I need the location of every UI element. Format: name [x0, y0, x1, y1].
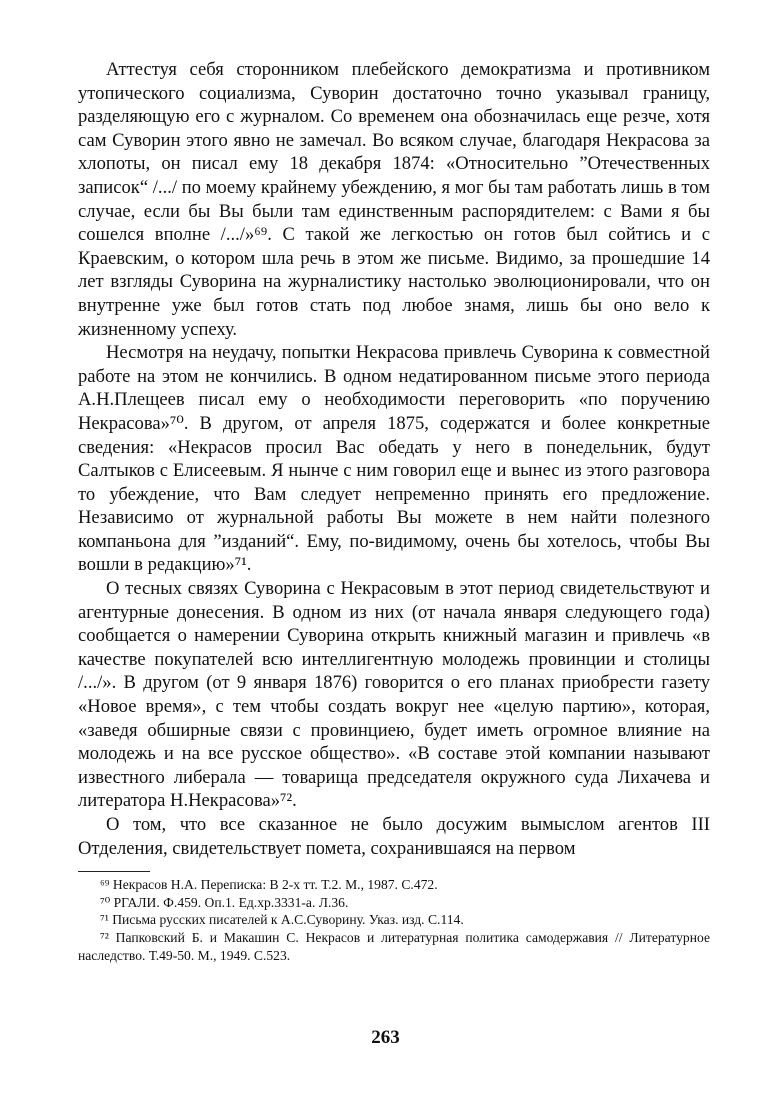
footnote-72: ⁷² Папковский Б. и Макашин С. Некрасов и литературная политика самодержавия // Литературное наследство. Т.49-50. М., 1949. С.523.	[78, 929, 710, 963]
paragraph-1: Аттестуя себя сторонником плебейского демократизма и противником утопического социализма, Суворин достаточно точно указывал границу, разделяющую его с журналом. Со временем она обозначилась еще резче, хотя сам Суворин этого явно не замечал. Во всяком случае, благодаря Некрасова за хлопоты, он писал ему 18 декабря 1874: «Относительно ”Отечественных записок“ /.../ по моему крайнему убеждению, я мог бы там работать лишь в том случае, если бы Вы были там единственным распорядителем: с Вами я бы сошелся вполне /.../»⁶⁹. С такой же легкостью он готов был сойтись и с Краевским, о котором шла речь в этом же письме. Видимо, за прошедшие 14 лет взгляды Суворина на журналистику настолько эволюционировали, что он внутренне уже был готов стать под любое знамя, лишь бы оно вело к жизненному успеху.	[78, 59, 710, 340]
footnote-71: ⁷¹ Письма русских писателей к А.С.Суворину. Указ. изд. С.114.	[100, 912, 464, 928]
paragraph-3: О тесных связях Суворина с Некрасовым в этот период свидетельствуют и агентурные донесения. В одном из них (от начала января следующего года) сообщается о намерении Суворина открыть книжный магазин и привлечь «в качестве покупателей всю интеллигентную молодежь провинции и столицы /.../». В другом (от 9 января 1876) говорится о его планах приобрести газету «Новое время», с тем чтобы создать вокруг нее «целую партию», которая, «заведя обширные связи с провинциею, будет иметь огромное влияние на молодежь и на все русское общество». «В составе этой компании называют известного либерала — товарища председателя окружного суда Лихачева и литератора Н.Некрасова»⁷².	[78, 578, 710, 812]
page	[78, 58, 710, 964]
paragraph-4: О том, что все сказанное не было досужим вымыслом агентов III Отделения, свидетельствует помета, сохранившаяся на первом	[78, 814, 710, 859]
page-number: 263	[371, 1027, 400, 1048]
footnote-69: ⁶⁹ Некрасов Н.А. Переписка: В 2-х тт. Т.2. М., 1987. С.472.	[100, 877, 438, 893]
footnote-separator	[78, 871, 150, 872]
footnote-70: ⁷⁰ РГАЛИ. Ф.459. Оп.1. Ед.хр.3331-а. Л.36.	[100, 894, 349, 910]
footnotes	[78, 876, 710, 964]
paragraph-2: Несмотря на неудачу, попытки Некрасова привлечь Суворина к совместной работе на этом не кончились. В одном недатированном письме этого периода А.Н.Плещеев писал ему о необходимости переговорить «по поручению Некрасова»⁷⁰. В другом, от апреля 1875, содержатся и более конкретные сведения: «Некрасов просил Вас обедать у него в понедельник, будут Салтыков с Елисеевым. Я нынче с ним говорил еще и вынес из этого разговора то убеждение, что Вам следует непременно принять его предложение. Независимо от журнальной работы Вы можете в нем найти полезного компаньона для ”изданий“. Ему, по-видимому, очень бы хотелось, чтобы Вы вошли в редакцию»⁷¹.	[78, 342, 710, 576]
body-text	[78, 58, 710, 860]
